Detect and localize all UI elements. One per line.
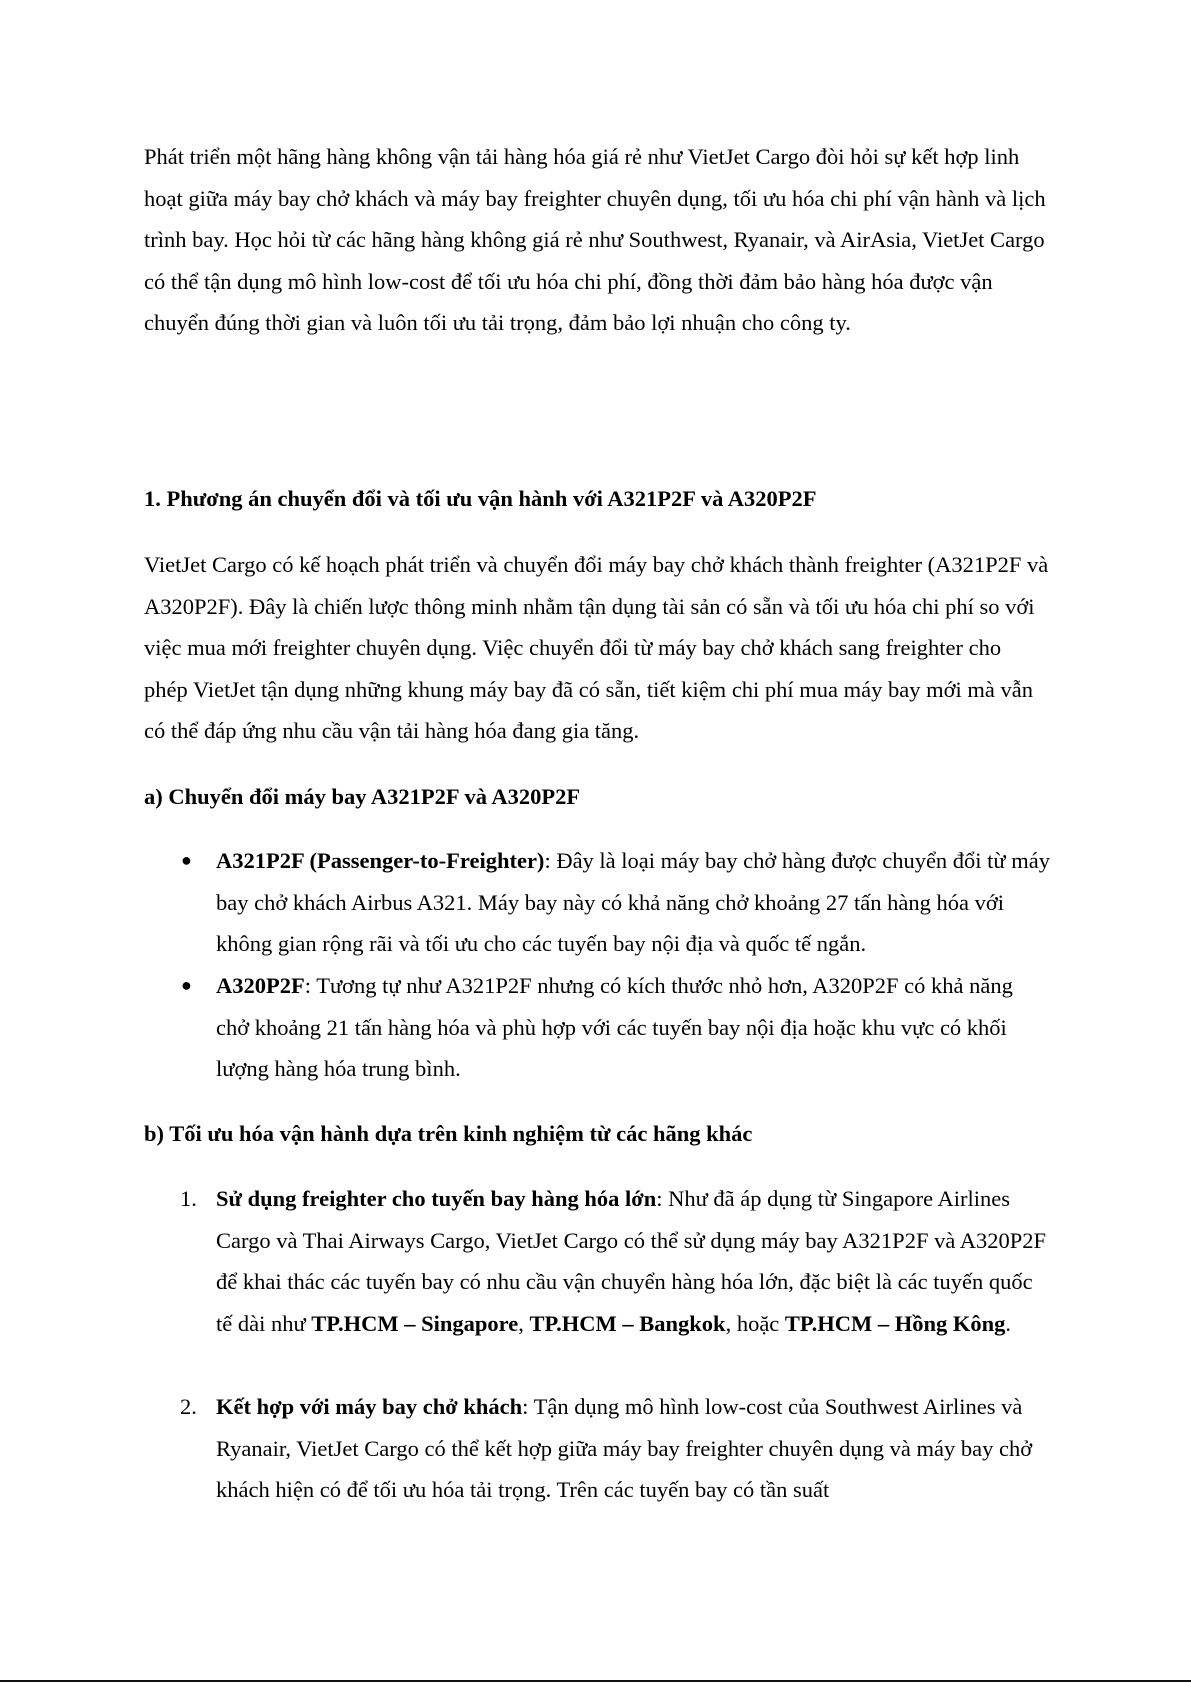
intro-paragraph: Phát triển một hãng hàng không vận tải hàng hóa giá rẻ như VietJet Cargo đòi hỏi sự kết hợp linh hoạt giữa máy bay chở khách và máy bay freighter chuyên dụng, tối ưu hóa chi phí vận hành và lịch trình bay. Học hỏi từ các hãng hàng không giá rẻ như Southwest, Ryanair, và AirAsia, VietJet Cargo có thể tận dụng mô hình low-cost để tối ưu hóa chi phí, đồng thời đảm bảo hàng hóa được vận chuyển đúng thời gian và luôn tối ưu tải trọng, đảm bảo lợi nhuận cho công ty. [144,144,1046,335]
bullet-icon: ● [181,975,192,995]
separator-text: . [1005,1310,1011,1336]
route-text: TP.HCM – Hồng Kông [784,1310,1006,1336]
list-item [216,1178,1050,1344]
section-1-heading: 1. Phương án chuyển đổi và tối ưu vận hành với A321P2F và A320P2F [144,486,817,511]
list-item-term: A320P2F [216,973,305,998]
list-item-term: Kết hợp với máy bay chở khách [216,1394,523,1419]
list-item-term: Sử dụng freighter cho tuyến bay hàng hóa lớn [216,1186,657,1211]
list-item-text: : Như đã áp dụng từ Singapore Airlines Cargo và Thai Airways Cargo, VietJet Cargo có thể sử dụng máy bay A321P2F và A320P2F để khai thác các tuyến bay có nhu cầu vận chuyển hàng hóa lớn, đặc biệt là các tuyến quốc tế dài như [216,1186,1046,1336]
subsection-b-heading: b) Tối ưu hóa vận hành dựa trên kinh nghiệm từ các hãng khác [144,1121,753,1146]
list-item-text: : Đây là loại máy bay chở hàng được chuyển đổi từ máy bay chở khách Airbus A321. Máy bay này có khả năng chở khoảng 27 tấn hàng hóa với không gian rộng rãi và tối ưu cho các tuyến bay nội địa và quốc tế ngắn. [216,848,1050,956]
list-number: 1. [180,1186,197,1211]
list-item [216,1386,1050,1511]
route-text: TP.HCM – Singapore [311,1310,519,1336]
list-item-text: : Tương tự như A321P2F nhưng có kích thước nhỏ hơn, A320P2F có khả năng chở khoảng 21 tấn hàng hóa và phù hợp với các tuyến bay nội địa hoặc khu vực có khối lượng hàng hóa trung bình. [216,973,1013,1081]
list-item [216,965,1050,1090]
section-1-paragraph: VietJet Cargo có kế hoạch phát triển và chuyển đổi máy bay chở khách thành freighter (A321P2F và A320P2F). Đây là chiến lược thông minh nhằm tận dụng tài sản có sẵn và tối ưu hóa chi phí so với việc mua mới freighter chuyên dụng. Việc chuyển đổi từ máy bay chở khách sang freighter cho phép VietJet tận dụng những khung máy bay đã có sẵn, tiết kiệm chi phí mua máy bay mới mà vẫn có thể đáp ứng nhu cầu vận tải hàng hóa đang gia tăng. [144,552,1049,743]
separator-text: , [518,1310,530,1336]
page-bottom-divider [0,1680,1191,1682]
route-text: TP.HCM – Bangkok [529,1310,726,1336]
list-item-term: A321P2F (Passenger-to-Freighter) [216,848,545,873]
list-number: 2. [180,1394,197,1419]
list-item [216,840,1050,965]
list-item-text: : Tận dụng mô hình low-cost của Southwest Airlines và Ryanair, VietJet Cargo có thể kết hợp giữa máy bay freighter chuyên dụng và máy bay chở khách hiện có để tối ưu hóa tải trọng. Trên các tuyến bay có tần suất [216,1394,1033,1502]
subsection-a-heading: a) Chuyển đổi máy bay A321P2F và A320P2F [144,784,581,809]
bullet-icon: ● [181,850,192,870]
separator-text: , hoặc [725,1310,785,1336]
